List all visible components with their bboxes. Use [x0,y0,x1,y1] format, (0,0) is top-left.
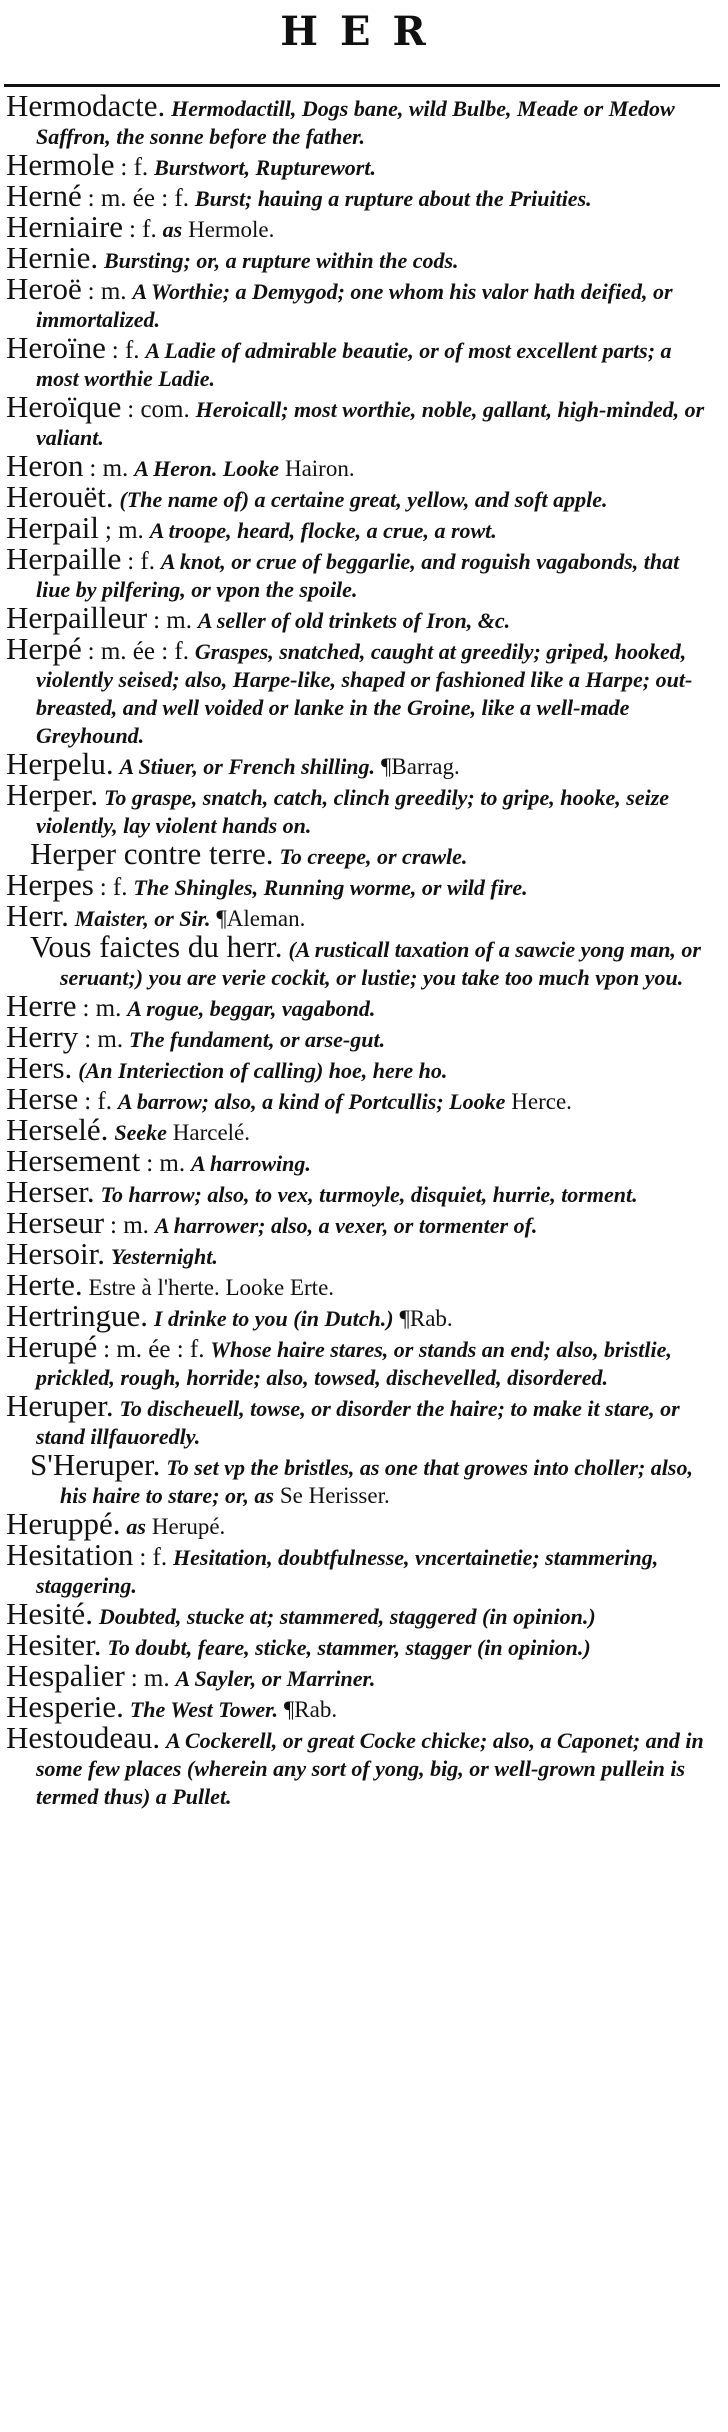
definition-text: To graspe, snatch, catch, clinch greedily; to gripe, hooke, seize violently, lay violent hands on. [36,785,670,838]
headword: Herse [6,1081,79,1116]
headword: Herry [6,1019,79,1054]
definition-text: Bursting; or, a rupture within the cods. [104,248,459,273]
headword: Herupé [6,1329,98,1364]
definition-text: A Cockerell, or great Cocke chicke; also, a Caponet; and in some few places (wherein any sort of yong, big, or well-grown pullein is termed thus) a Pullet. [36,1728,704,1809]
headword: Vous faictes du herr. [30,929,283,964]
headword: Herser. [6,1174,95,1209]
dictionary-entry [6,1019,718,1054]
definition-text: A barrow; also, a kind of Portcullis; Looke [117,1089,506,1114]
grammar-label: : m. ée : f. [103,1336,205,1363]
headword: Herseur [6,1205,105,1240]
grammar-label: : com. [127,396,190,423]
headword: Herper contre terre. [30,836,274,871]
definition-text: To set vp the bristles, as one that growes into choller; also, his haire to stare; or, as [60,1455,693,1508]
headword: Herper. [6,777,99,812]
grammar-label: : m. [87,278,127,305]
definition-text: Hesitation, doubtfulnesse, vncertainetie; stammering, staggering. [36,1545,659,1598]
grammar-label: : f. [84,1088,112,1115]
reference-text: Herupé. [151,1514,226,1539]
headword: Heroë [6,271,82,306]
reference-text: Harcelé. [172,1120,251,1145]
grammar-label: : f. [128,216,157,243]
grammar-label: : f. [120,154,149,181]
definition-text: as [126,1514,146,1539]
headword: Herre [6,988,77,1023]
dictionary-entry [6,836,718,871]
headword: Herpes [6,867,94,902]
reference-text: Herce. [511,1089,572,1114]
grammar-label: : m. [84,1026,124,1053]
dictionary-entry [6,1050,718,1085]
definition-text: To creepe, or crawle. [279,844,468,869]
page-header: HER [280,8,448,55]
headword: Hesité. [6,1596,93,1631]
definition-text: A knot, or crue of beggarlie, and roguish vagabonds, that liue by pilfering, or vpon the spoile. [36,549,680,602]
grammar-label: : m. [153,607,192,634]
definition-text: The West Tower. [129,1697,278,1722]
definition-text: Heroicall; most worthie, noble, gallant, high-minded, or valiant. [36,397,705,450]
dictionary-entry [6,600,718,635]
definition-text: A troope, heard, flocke, a crue, a rowt. [149,518,497,543]
definition-text: A Heron. Looke [134,456,280,481]
grammar-label: : f. [139,1544,168,1571]
definition-text: A Ladie of admirable beautie, or of most excellent parts; a most worthie Ladie. [36,338,672,391]
dictionary-entry [6,1174,718,1209]
headword: Hers. [6,1050,73,1085]
dictionary-entry [6,1143,718,1178]
definition-text: Hermodactill, Dogs bane, wild Bulbe, Meade or Medow Saffron, the sonne before the father. [36,96,675,149]
dictionary-entry [6,1081,718,1116]
dictionary-entry [6,1388,718,1451]
dictionary-entry [6,746,718,781]
grammar-label: : m. [89,455,129,482]
headword: Herniaire [6,209,124,244]
reference-text: Hermole. [188,217,275,242]
definition-text: A Worthie; a Demygod; one whom his valor hath deified, or immortalized. [36,279,673,332]
dictionary-entry [6,1447,718,1510]
headword: Herselé. [6,1112,109,1147]
definition-text: To harrow; also, to vex, turmoyle, disquiet, hurrie, torment. [100,1182,638,1207]
reference-text: ¶Rab. [283,1697,338,1722]
definition-text: Seeke [114,1120,167,1145]
headword: Hertringue. [6,1298,149,1333]
headword: Hesitation [6,1537,134,1572]
headword: Herte. [6,1267,83,1302]
definition-text: (A rusticall taxation of a sawcie yong man, or seruant;) you are verie cockit, or lustie; you take too much vpon you. [60,937,701,990]
headword: Herpail [6,510,99,545]
headword: Hesperie. [6,1689,124,1724]
dictionary-entry [6,389,718,452]
header-rule [4,84,720,87]
grammar-label: : f. [127,548,156,575]
reference-text: ¶Rab. [399,1306,453,1331]
headword: Herr. [6,898,69,933]
headword: Heruppé. [6,1506,121,1541]
entry-list [6,88,718,1811]
headword: Hesiter. [6,1627,102,1662]
definition-text: A rogue, beggar, vagabond. [127,996,376,1021]
dictionary-entry [6,1236,718,1271]
dictionary-entry [6,240,718,275]
definition-text: A Stiuer, or French shilling. [119,754,376,779]
definition-text: Graspes, snatched, caught at greedily; griped, hooked, violently seised; also, Harpe-like, shaped or fashioned like a Harpe; out-breasted, and well voided or lanke in the Groine, like a well-made Greyhound. [36,639,693,748]
dictionary-entry [6,1298,718,1333]
dictionary-entry [6,479,718,514]
dictionary-entry [6,271,718,334]
definition-text: Burstwort, Rupturewort. [154,155,376,180]
definition-text: To discheuell, towse, or disorder the haire; to make it stare, or stand illfauoredly. [36,1396,680,1449]
headword: Heroïque [6,389,122,424]
dictionary-entry [6,929,718,992]
headword: Herné [6,178,82,213]
reference-text: ¶Barrag. [380,754,460,779]
reference-text: Hairon. [284,456,355,481]
grammar-label: : m. ée : f. [87,185,189,212]
definition-text: (An Interiection of calling) hoe, here ho. [78,1058,448,1083]
headword: Herpé [6,631,82,666]
definition-text: To doubt, feare, sticke, stammer, stagger (in opinion.) [107,1635,591,1660]
definition-text: Maister, or Sir. [74,906,211,931]
headword: Herpaille [6,541,122,576]
dictionary-entry [6,147,718,182]
definition-text: The Shingles, Running worme, or wild fire. [133,875,528,900]
headword: Hernie. [6,240,99,275]
definition-text: as [162,217,183,242]
definition-text: Yesternight. [110,1244,218,1269]
definition-text: A harrower; also, a vexer, or tormenter of. [154,1213,538,1238]
headword: Heroïne [6,330,106,365]
headword: S'Heruper. [30,1447,161,1482]
definition-text: I drinke to you (in Dutch.) [153,1306,394,1331]
grammar-label: : m. [110,1212,149,1239]
dictionary-entry [6,88,718,151]
definition-text: A harrowing. [191,1151,311,1176]
definition-text: (The name of) a certaine great, yellow, and soft apple. [119,487,608,512]
reference-text: ¶Aleman. [216,906,306,931]
grammar-label: : f. [99,874,128,901]
dictionary-entry [6,631,718,750]
grammar-label: : m. [130,1665,170,1692]
dictionary-entry [6,1537,718,1600]
definition-text: Burst; hauing a rupture about the Priuities. [194,186,592,211]
grammar-label: : m. ée : f. [87,638,189,665]
headword: Hespalier [6,1658,125,1693]
reference-text: Estre à l'herte. Looke Erte. [88,1275,335,1300]
definition-text: Doubted, stucke at; stammered, staggered (in opinion.) [98,1604,596,1629]
dictionary-entry [6,209,718,244]
dictionary-entry [6,1205,718,1240]
definition-text: Whose haire stares, or stands an end; also, bristlie, prickled, rough, horride; also, towsed, dischevelled, disordered. [36,1337,672,1390]
reference-text: Se Herisser. [279,1483,390,1508]
headword: Hersement [6,1143,141,1178]
dictionary-entry [6,1596,718,1631]
headword: Hermole [6,147,115,182]
definition-text: A Sayler, or Marriner. [175,1666,376,1691]
headword: Heron [6,448,84,483]
dictionary-entry [6,867,718,902]
dictionary-entry [6,330,718,393]
definition-text: The fundament, or arse-gut. [129,1027,386,1052]
headword: Herpelu. [6,746,114,781]
grammar-label: ; m. [104,517,144,544]
grammar-label: : m. [146,1150,186,1177]
definition-text: A seller of old trinkets of Iron, &c. [197,608,511,633]
dictionary-entry [6,541,718,604]
grammar-label: : f. [111,337,140,364]
dictionary-entry [6,777,718,840]
headword: Herouët. [6,479,114,514]
headword: Hestoudeau. [6,1720,161,1755]
headword: Hersoir. [6,1236,106,1271]
grammar-label: : m. [82,995,122,1022]
dictionary-entry [6,988,718,1023]
dictionary-entry [6,1720,718,1811]
headword: Heruper. [6,1388,114,1423]
dictionary-entry [6,1329,718,1392]
headword: Hermodacte. [6,88,166,123]
headword: Herpailleur [6,600,148,635]
